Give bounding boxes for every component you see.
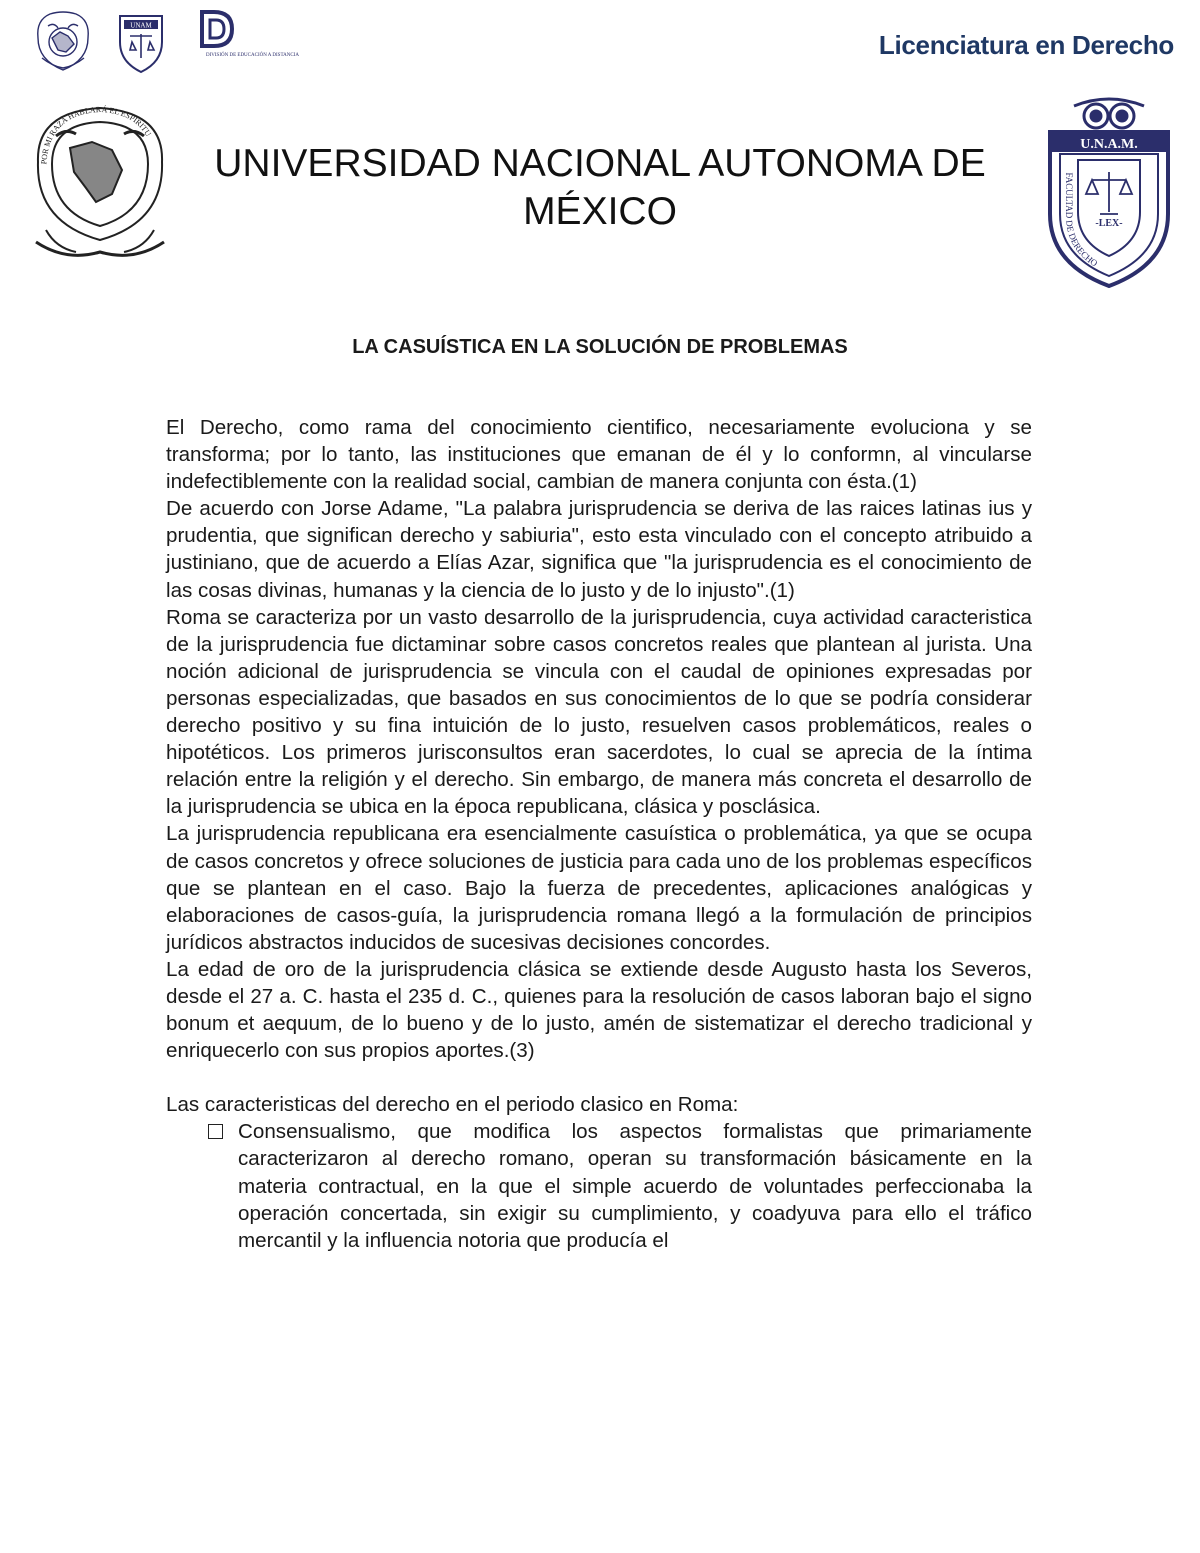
unam-escudo-small-logo	[32, 8, 94, 74]
paragraph: El Derecho, como rama del conocimiento cientifico, necesariamente evoluciona y se transforma; por lo tanto, las instituciones que emanan de él y lo conformn, al vincularse indefectiblemente con la realidad social, cambian de manera conjunta con ésta.(1)	[166, 416, 1032, 494]
list-item	[204, 1118, 1032, 1253]
unam-escudo-seal	[26, 102, 174, 266]
right-seal-ring-text: FACULTAD DE DERECHO	[1064, 172, 1100, 269]
header-logos	[32, 8, 299, 74]
paragraph: Roma se caracteriza por un vasto desarrollo de la jurisprudencia, cuya actividad caracteristica de la jurisprudencia fue dictaminar sobre casos concretos reales que plantean al jurista. Una noción adicional de jurisprudencia se vincula con el caudal de opiniones expresadas por personas especializadas, que basados en sus conocimientos de lo que se podría considerar derecho positivo y su fina intuición de lo justo, resuelven casos problemáticos, reales o hipotéticos. Los primeros jurisconsultos eran sacerdotes, lo cual se aprecia de la íntima relación entre la religión y el derecho. Sin embargo, de manera más concreta el desarrollo de la jurisprudencia se ubica en la época republicana, clásica y posclásica.	[166, 605, 1032, 819]
sua-logo-text: DIVISIÓN DE EDUCACIÓN A DISTANCIA	[206, 53, 299, 58]
document-title: LA CASUÍSTICA EN LA SOLUCIÓN DE PROBLEMAS	[352, 336, 848, 358]
list-intro: Las caracteristicas del derecho en el periodo clasico en Roma:	[166, 1093, 739, 1117]
characteristics-list	[166, 1118, 1032, 1253]
program-title: Licenciatura en Derecho	[878, 30, 1174, 60]
paragraph: La jurisprudencia republicana era esencialmente casuística o problemática, ya que se ocupa de casos concretos y ofrece soluciones de justicia para cada uno de los problemas específicos que se plantean en el caso. Bajo la fuerza de precedentes, aplicaciones analógicas y elaboraciones de casos-guía, la jurisprudencia romana llegó a la formulación de principios jurídicos abstractos inducidos de sucesivas decisiones concordes.	[166, 822, 1032, 954]
paragraph: De acuerdo con Jorse Adame, "La palabra jurisprudencia se deriva de las raices latinas ius y prudentia, que significan derecho y sabiuria", esto esta vinculado con el concepto atribuido a justiniano, que de acuerdo a Elías Azar, significa que "la jurisprudencia es el conocimiento de las cosas divinas, humanas y la ciencia de lo justo y de lo injusto".(1)	[166, 497, 1032, 602]
right-seal-title: U.N.A.M.	[1080, 137, 1138, 152]
list-item-text: Consensualismo, que modifica los aspectos formalistas que primariamente caracterizaron al derecho romano, operan su transformación básicamente en la materia contractual, en la que el simple acuerdo de voluntades perfeccionaba la operación concertada, sin exigir su cumplimiento, y coadyuva para ello el tráfico mercantil y la influencia notoria que producía el	[238, 1120, 1032, 1252]
unam-small-logo-text: UNAM	[130, 21, 152, 30]
university-name-line2: MÉXICO	[523, 190, 677, 233]
facultad-derecho-seal	[1044, 96, 1174, 288]
sua-ded-logo	[188, 8, 299, 74]
right-seal-lex: -LEX-	[1095, 218, 1123, 229]
document-body	[166, 414, 1032, 1254]
unam-shield-small-logo	[110, 8, 172, 74]
paragraph: La edad de oro de la jurisprudencia clásica se extiende desde Augusto hasta los Severos, desde el 27 a. C. hasta el 235 d. C., quienes para la resolución de casos laboran bajo el signo bonum et aequum, de lo bueno y de lo justo, amén de sistematizar el derecho tradicional y enriquecerlo con sus propios aportes.(3)	[166, 957, 1032, 1063]
left-seal-ring-text: POR MI RAZA HABLARÁ EL ESPÍRITU	[39, 104, 153, 165]
university-name-line1: UNIVERSIDAD NACIONAL AUTONOMA DE	[214, 142, 986, 185]
checkbox-bullet-icon	[208, 1124, 223, 1139]
university-name	[170, 140, 1030, 236]
